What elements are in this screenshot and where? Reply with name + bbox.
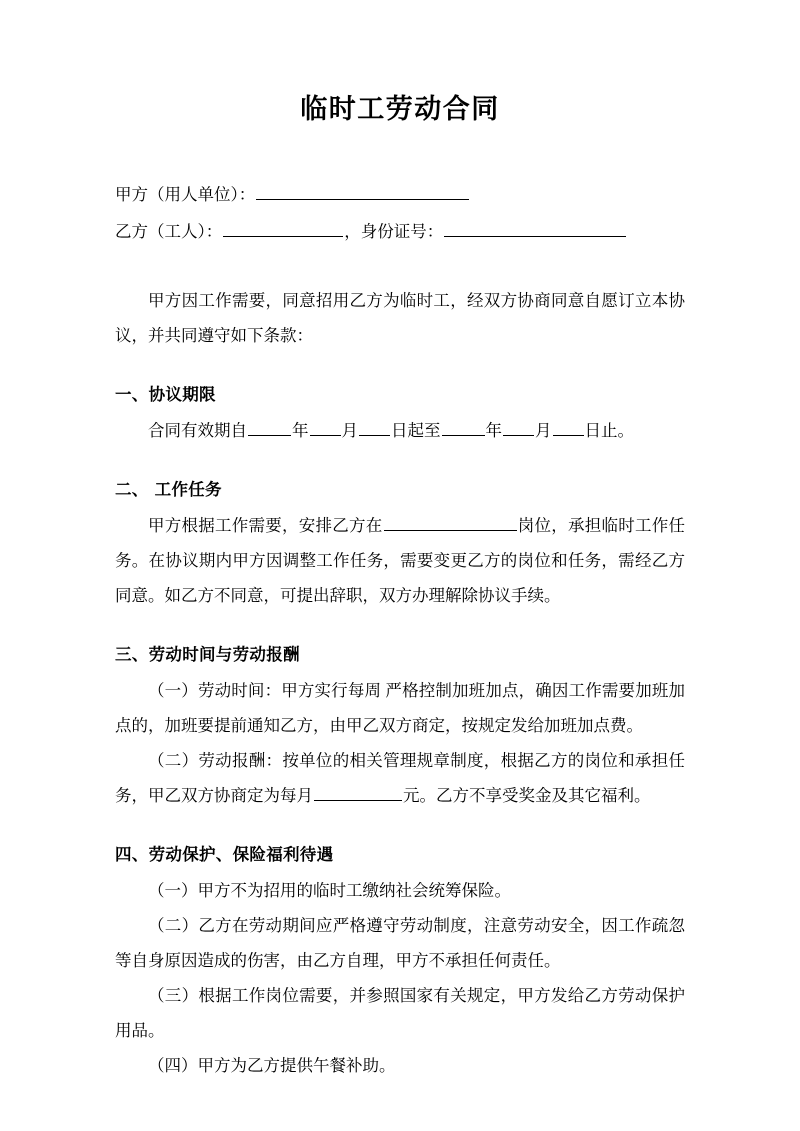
section: [115, 840, 685, 1083]
section-paragraph: [115, 908, 685, 978]
fill-in-blank[interactable]: [442, 419, 485, 437]
paragraph-text: 月: [341, 421, 358, 441]
fill-in-blank[interactable]: [310, 419, 341, 437]
party-a-label: 甲方（用人单位）：: [115, 185, 256, 205]
paragraph-text: 月: [535, 421, 552, 441]
party-a-line: [115, 176, 685, 213]
page-title: 临时工劳动合同: [300, 94, 500, 125]
paragraph-text: （一）甲方不为招用的临时工缴纳社会统筹保险。: [148, 881, 511, 901]
party-b-separator: ，: [344, 222, 361, 242]
section: [115, 380, 685, 448]
section-heading: 一、协议期限: [115, 385, 216, 405]
section: [115, 475, 685, 613]
paragraph-text: （二）劳动报酬：按单位的相关管理规章制度，根据乙方的岗位和承担任务，甲乙双方协商定为每月: [115, 751, 685, 806]
paragraph-text: 元。乙方不享受奖金及其它福利。: [403, 786, 651, 806]
paragraph-text: 日起至: [391, 421, 441, 441]
sections-container: [115, 380, 685, 1083]
section-paragraph: [115, 508, 685, 613]
paragraph-text: 甲方根据工作需要，安排乙方在: [148, 516, 383, 536]
section-body: [115, 673, 685, 813]
party-b-line: [115, 213, 685, 250]
party-b-label: 乙方（工人）：: [115, 222, 223, 242]
intro-paragraph-block: [115, 283, 685, 353]
section-paragraph: [115, 873, 685, 908]
paragraph-text: （四）甲方为乙方提供午餐补助。: [148, 1056, 396, 1076]
section-body: [115, 508, 685, 613]
section-heading: 二、 工作任务: [115, 480, 222, 500]
section-paragraph: [115, 978, 685, 1048]
paragraph-text: （一）劳动时间：甲方实行每周 严格控制加班加点，确因工作需要加班加点的，加班要提前通知乙方，由甲乙双方商定，按规定发给加班加点费。: [115, 681, 685, 736]
section-body: [115, 873, 685, 1083]
fill-in-blank[interactable]: [503, 419, 534, 437]
paragraph-text: 合同有效期自: [148, 421, 247, 441]
paragraph-text: 日止。: [584, 421, 634, 441]
section-paragraph: [115, 673, 685, 743]
section-heading: 四、劳动保护、保险福利待遇: [115, 845, 334, 865]
paragraph-text: 岗位，承担临时工作任务。在协议期内甲方因调整工作任务，需要变更乙方的岗位和任务，需经乙方同意。如乙方不同意，可提出辞职，双方办理解除协议手续。: [115, 516, 685, 606]
intro-paragraph: 甲方因工作需要，同意招用乙方为临时工，经双方协商同意自愿订立本协议，并共同遵守如下条款：: [115, 291, 685, 346]
fill-in-blank[interactable]: [384, 514, 517, 532]
section: [115, 640, 685, 813]
fill-in-blank[interactable]: [314, 784, 402, 802]
fill-in-blank[interactable]: [248, 419, 291, 437]
paragraph-text: （二）乙方在劳动期间应严格遵守劳动制度，注意劳动安全，因工作疏忽等自身原因造成的伤害，由乙方自理，甲方不承担任何责任。: [115, 916, 685, 971]
party-information-block: [115, 176, 685, 250]
id-number-blank[interactable]: [444, 220, 626, 238]
id-number-label: 身份证号：: [360, 222, 444, 242]
paragraph-text: （三）根据工作岗位需要，并参照国家有关规定，甲方发给乙方劳动保护用品。: [115, 986, 685, 1041]
section-heading: 三、劳动时间与劳动报酬: [115, 645, 300, 665]
fill-in-blank[interactable]: [553, 419, 584, 437]
section-paragraph: [115, 1048, 685, 1083]
party-b-name-blank[interactable]: [223, 220, 343, 238]
paragraph-text: 年: [292, 421, 309, 441]
section-paragraph: [115, 743, 685, 813]
section-body: [115, 413, 685, 448]
party-a-name-blank[interactable]: [256, 183, 469, 201]
paragraph-text: 年: [485, 421, 502, 441]
section-paragraph: [115, 413, 685, 448]
fill-in-blank[interactable]: [359, 419, 390, 437]
